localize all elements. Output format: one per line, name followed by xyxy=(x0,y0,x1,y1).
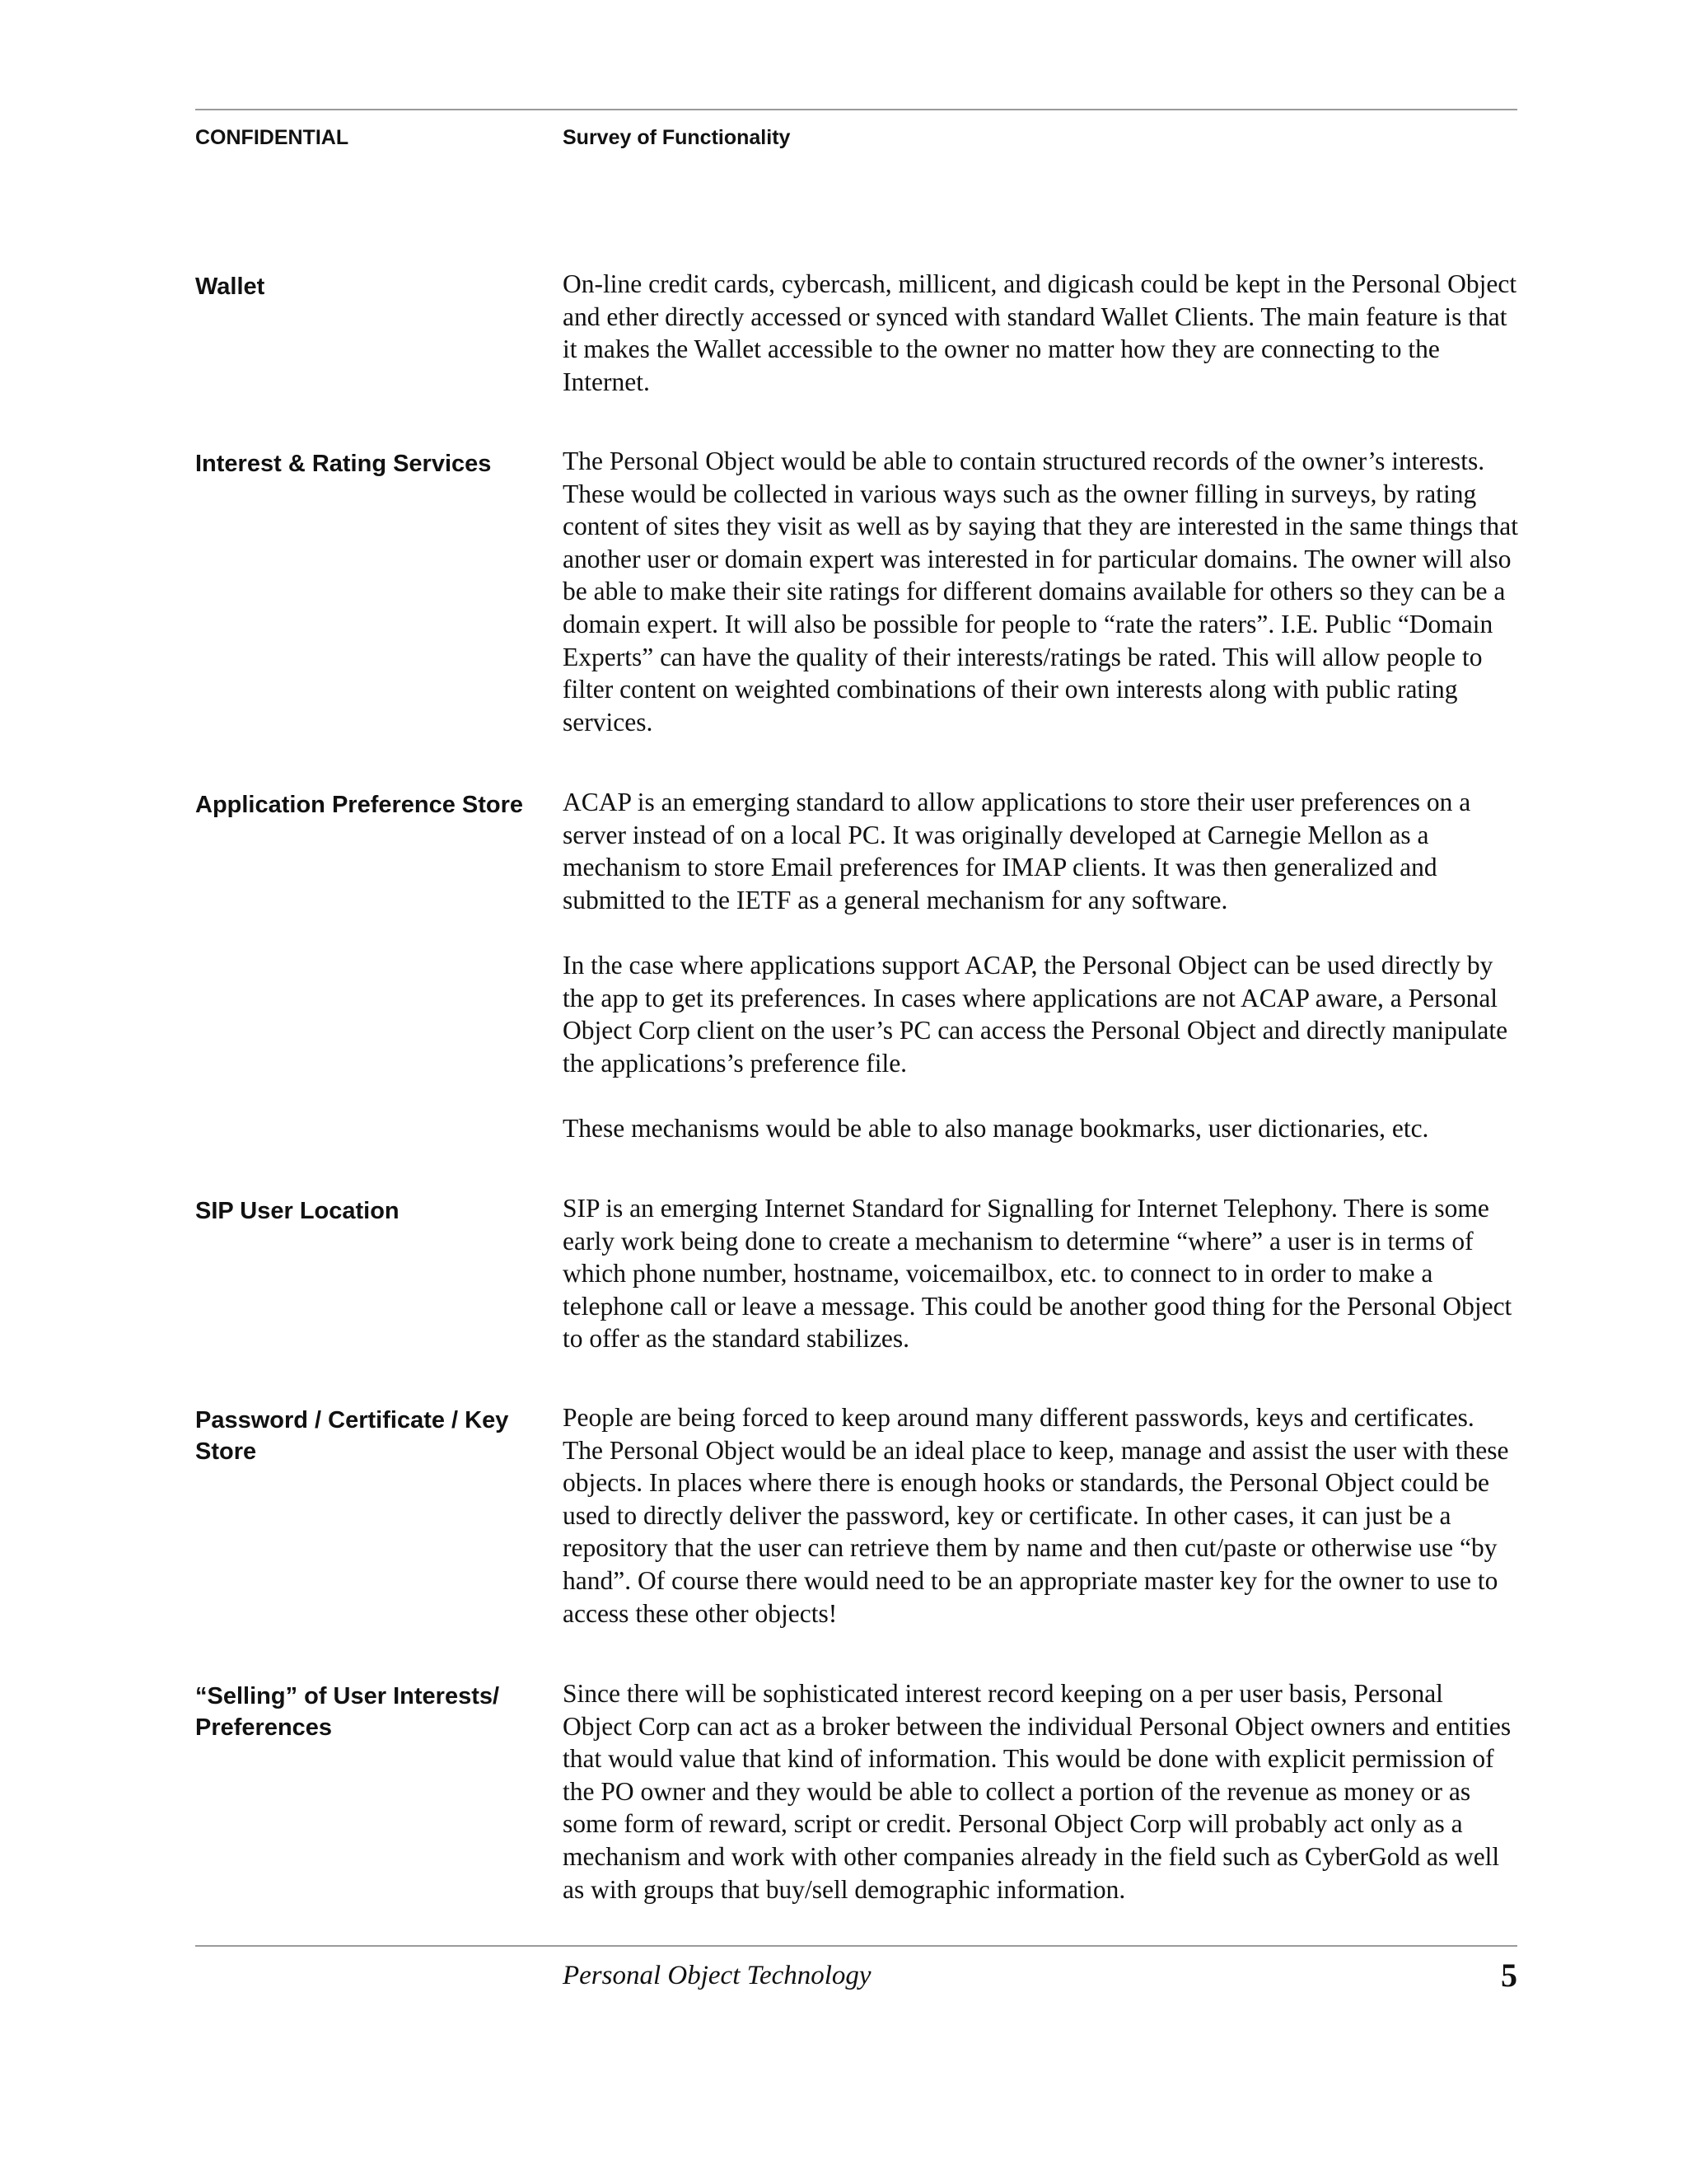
section-body xyxy=(563,445,1518,738)
footer-rule xyxy=(195,1945,1517,1947)
section-body xyxy=(563,1192,1518,1355)
page-number: 5 xyxy=(1501,1957,1517,1994)
header-section-title: Survey of Functionality xyxy=(563,126,791,149)
section-label: Wallet xyxy=(195,274,265,300)
header-rule xyxy=(195,109,1517,110)
footer-document-title: Personal Object Technology xyxy=(563,1961,872,1990)
body-paragraph: ACAP is an emerging standard to allow applications to store their user preferences on a server instead of on a local PC. It was originally developed at Carnegie Mellon as a mechanism to store Email preferences for IMAP clients. It was then generalized and submitted to the IETF as a general mechanism for any software. xyxy=(563,788,1471,914)
body-paragraph: Since there will be sophisticated interest record keeping on a per user basis, Personal Object Corp can act as a broker between the individual Personal Object owners and entities that would value that kind of information. This would be done with explicit permission of the PO owner and they would be able to collect a portion of the revenue as money or as some form of reward, script or credit. Personal Object Corp will probably act only as a mechanism and work with other companies already in the field such as CyberGold as well as with groups that buy/sell demographic information. xyxy=(563,1679,1512,1904)
body-paragraph: The Personal Object would be able to contain structured records of the owner’s interests. These would be collected in various ways such as the owner filling in surveys, by rating content of sites they visit as well as by saying that they are interested in the same things that another user or domain expert was interested in for particular domains. The owner will also be able to make their site ratings for different domains available for others so they can be a domain expert. It will also be possible for people to “rate the raters”. I.E. Public “Domain Experts” can have the quality of their interests/ratings be rated. This will allow people to filter content on weighted combinations of their own interests along with public rating services. xyxy=(563,447,1518,737)
section-label: Password / Certificate / Key Store xyxy=(195,1407,509,1465)
section-label: SIP User Location xyxy=(195,1198,400,1224)
section-body xyxy=(563,268,1518,398)
body-paragraph: In the case where applications support ACAP, the Personal Object can be used directly by the app to get its preferences. In cases where applications are not ACAP aware, a Personal Object Corp client on the user’s PC can access the Personal Object and directly manipulate the applications’s preference file. xyxy=(563,950,1508,1078)
body-paragraph: These mechanisms would be able to also manage bookmarks, user dictionaries, etc. xyxy=(563,1113,1429,1143)
body-paragraph: SIP is an emerging Internet Standard for Signalling for Internet Telephony. There is some early work being done to create a mechanism to determine “where” a user is in terms of which phone number, hostname, voicemailbox, etc. to connect to in order to make a telephone call or leave a message. This could be another good thing for the Personal Object to offer as the standard stabilizes. xyxy=(563,1194,1512,1354)
section-body xyxy=(563,1677,1518,1906)
section-label: Interest & Rating Services xyxy=(195,451,492,477)
section-label: “Selling” of User Interests/ Preferences xyxy=(195,1683,500,1741)
body-paragraph: On-line credit cards, cybercash, millicent, and digicash could be kept in the Personal Object and ether directly accessed or synced with standard Wallet Clients. The main feature is that it makes the Wallet accessible to the owner no matter how they are connecting to the Internet. xyxy=(563,269,1517,396)
body-paragraph: People are being forced to keep around many different passwords, keys and certificates. The Personal Object would be an ideal place to keep, manage and assist the user with these objects. In places where there is enough hooks or standards, the Personal Object could be used to directly deliver the password, key or certificate. In other cases, it can just be a repository that the user can retrieve them by name and then cut/paste or otherwise use “by hand”. Of course there would need to be an appropriate master key for the owner to use to access these other objects! xyxy=(563,1403,1509,1628)
section-label: Application Preference Store xyxy=(195,792,524,818)
header-confidential: CONFIDENTIAL xyxy=(195,126,349,149)
section-body xyxy=(563,1401,1518,1630)
section-body xyxy=(563,786,1518,1145)
